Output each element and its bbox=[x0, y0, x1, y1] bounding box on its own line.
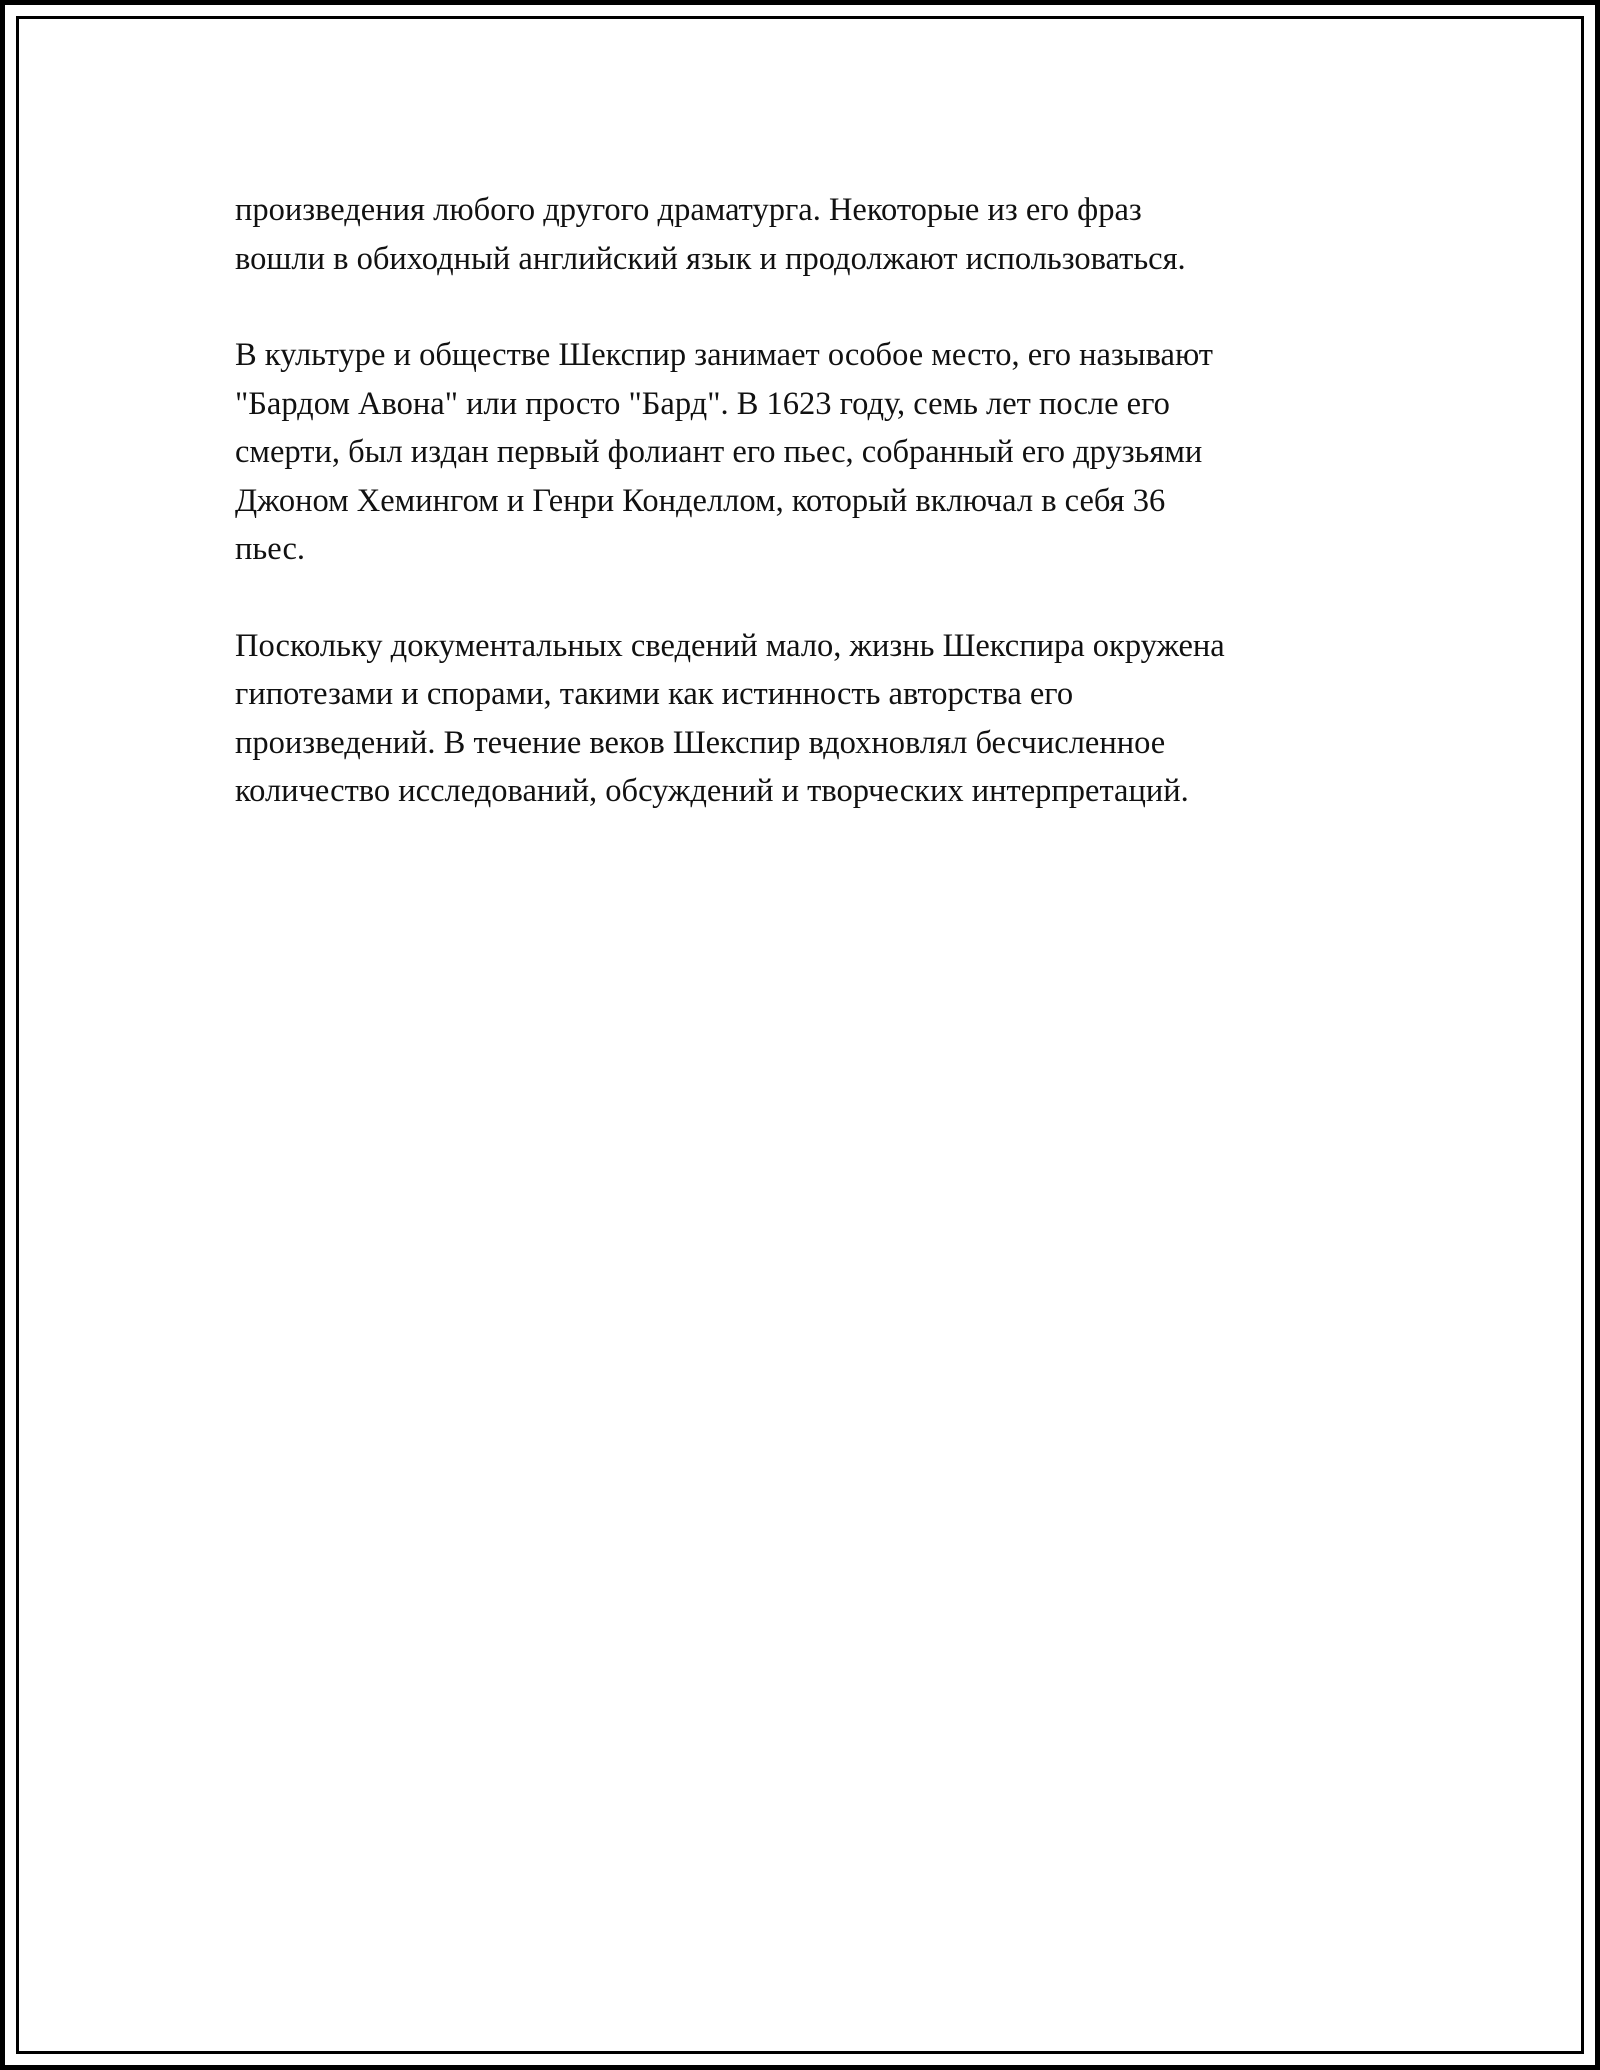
paragraph-3-line-4: количество исследований, обсуждений и творческих интерпретаций. bbox=[235, 773, 1189, 809]
paragraph-2-line-4: Джоном Хемингом и Генри Конделлом, который включал в себя 36 bbox=[235, 482, 1166, 519]
paragraph-1 bbox=[235, 186, 1375, 283]
paragraph-3-line-3: произведений. В течение веков Шекспир вдохновлял бесчисленное bbox=[235, 724, 1166, 761]
paragraph-1-line-2: вошли в обиходный английский язык и продолжают использоваться. bbox=[235, 240, 1186, 277]
document-body bbox=[235, 186, 1375, 864]
paragraph-3 bbox=[235, 622, 1375, 816]
paragraph-2-line-1: В культуре и обществе Шекспир занимает особое место, его называют bbox=[235, 337, 1213, 373]
paragraph-2-line-5: пьес. bbox=[235, 531, 305, 567]
paragraph-2 bbox=[235, 331, 1375, 574]
paragraph-2-line-2: "Бардом Авона" или просто "Бард". В 1623 году, семь лет после его bbox=[235, 385, 1170, 422]
paragraph-2-line-3: смерти, был издан первый фолиант его пьес, собранный его друзьями bbox=[235, 434, 1203, 470]
paragraph-3-line-2: гипотезами и спорами, такими как истинность авторства его bbox=[235, 676, 1074, 712]
paragraph-1-line-1: произведения любого другого драматурга. Некоторые из его фраз bbox=[235, 192, 1142, 228]
paragraph-3-line-1: Поскольку документальных сведений мало, жизнь Шекспира окружена bbox=[235, 627, 1225, 664]
